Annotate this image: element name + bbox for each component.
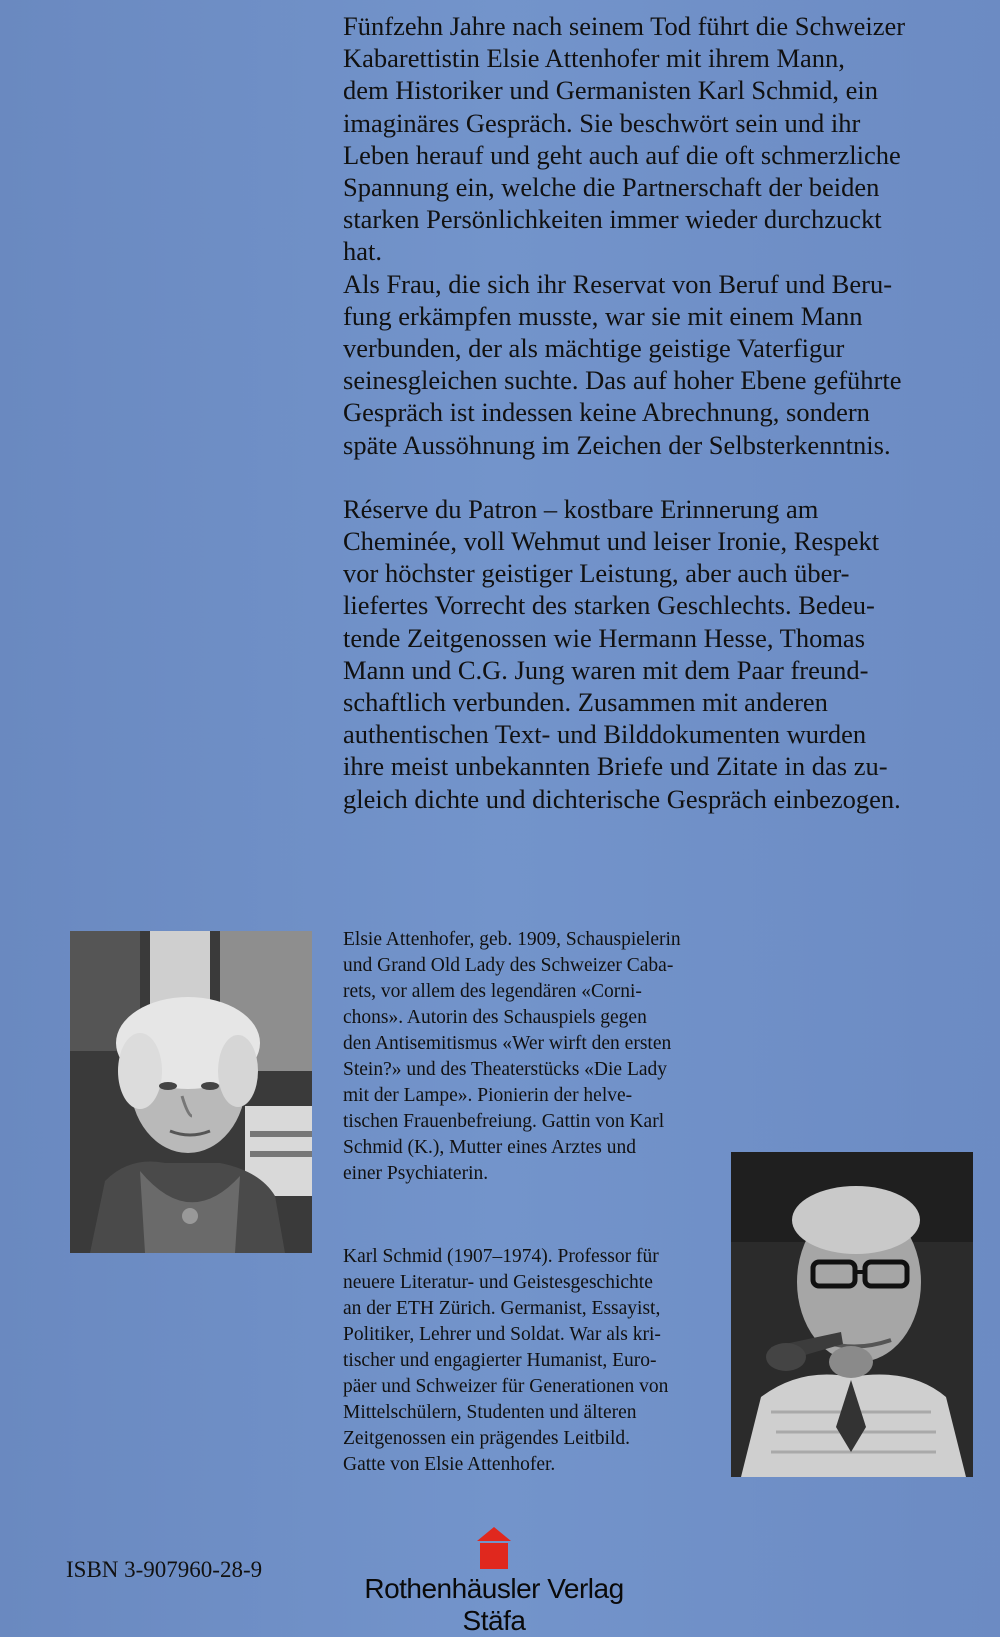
elsie-attenhofer-bio: Elsie Attenhofer, geb. 1909, Schauspielerin und Grand Old Lady des Schweizer Caba- rets, vor allem des legendären «Corni- chons». Autorin des Schauspiels gegen den Antisemitismus «Wer wirft den ersten Stein?» und des Theaterstücks «Die Lady mit der Lampe». Pionierin der helve- tischen Frauenbefreiung. Gattin von Karl Schmid (K.), Mutter eines Arztes und einer Psychiaterin. <box>343 929 681 1184</box>
blurb-paragraph-2: Réserve du Patron – kostbare Erinnerung am Cheminée, voll Wehmut und leiser Ironie, Respekt vor höchster geistiger Leistung, aber auch über- liefertes Vorrecht des starken Geschlechts. Bedeu- tende Zeitgenossen wie Hermann Hesse, Thomas Mann und C.G. Jung waren mit dem Paar freund- schaftlich verbunden. Zusammen mit anderen authentischen Text- und Bilddokumenten wurden ihre meist unbekannten Briefe und Zitate in das zu- gleich dichte und dichterische Gespräch einbezogen. <box>343 493 901 814</box>
house-icon <box>477 1527 511 1569</box>
publisher-name: Rothenhäusler Verlag Stäfa <box>364 1573 624 1636</box>
karl-schmid-portrait <box>731 1152 973 1477</box>
publisher-logo <box>344 1527 644 1637</box>
elsie-attenhofer-portrait <box>70 931 312 1253</box>
blurb-paragraph-1: Fünfzehn Jahre nach seinem Tod führt die Schweizer Kabarettistin Elsie Attenhofer mit ihrem Mann, dem Historiker und Germanisten Karl Schmid, ein imaginäres Gespräch. Sie beschwört sein und ihr Leben herauf und geht auch auf die oft schmerzliche Spannung ein, welche die Partnerschaft der beiden starken Persönlichkeiten immer wieder durchzuckt hat. Als Frau, die sich ihr Reservat von Beruf und Beru- fung erkämpfen musste, war sie mit einem Mann verbunden, der als mächtige geistige Vaterfigur seinesgleichen suchte. Das auf hoher Ebene geführte Gespräch ist indessen keine Abrechnung, sondern späte Aussöhnung im Zeichen der Selbsterkenntnis. <box>343 11 906 460</box>
blurb-text <box>343 10 968 815</box>
isbn-number: ISBN 3-907960-28-9 <box>66 1557 263 1582</box>
karl-schmid-bio: Karl Schmid (1907–1974). Professor für neuere Literatur- und Geistesgeschichte an der ETH Zürich. Germanist, Essayist, Politiker, Lehrer und Soldat. War als kri- tischer und engagierter Humanist, Euro- päer und Schweizer für Generationen von Mittelschülern, Studenten und älteren Zeitgenossen ein prägendes Leitbild. Gatte von Elsie Attenhofer. <box>343 1246 669 1475</box>
